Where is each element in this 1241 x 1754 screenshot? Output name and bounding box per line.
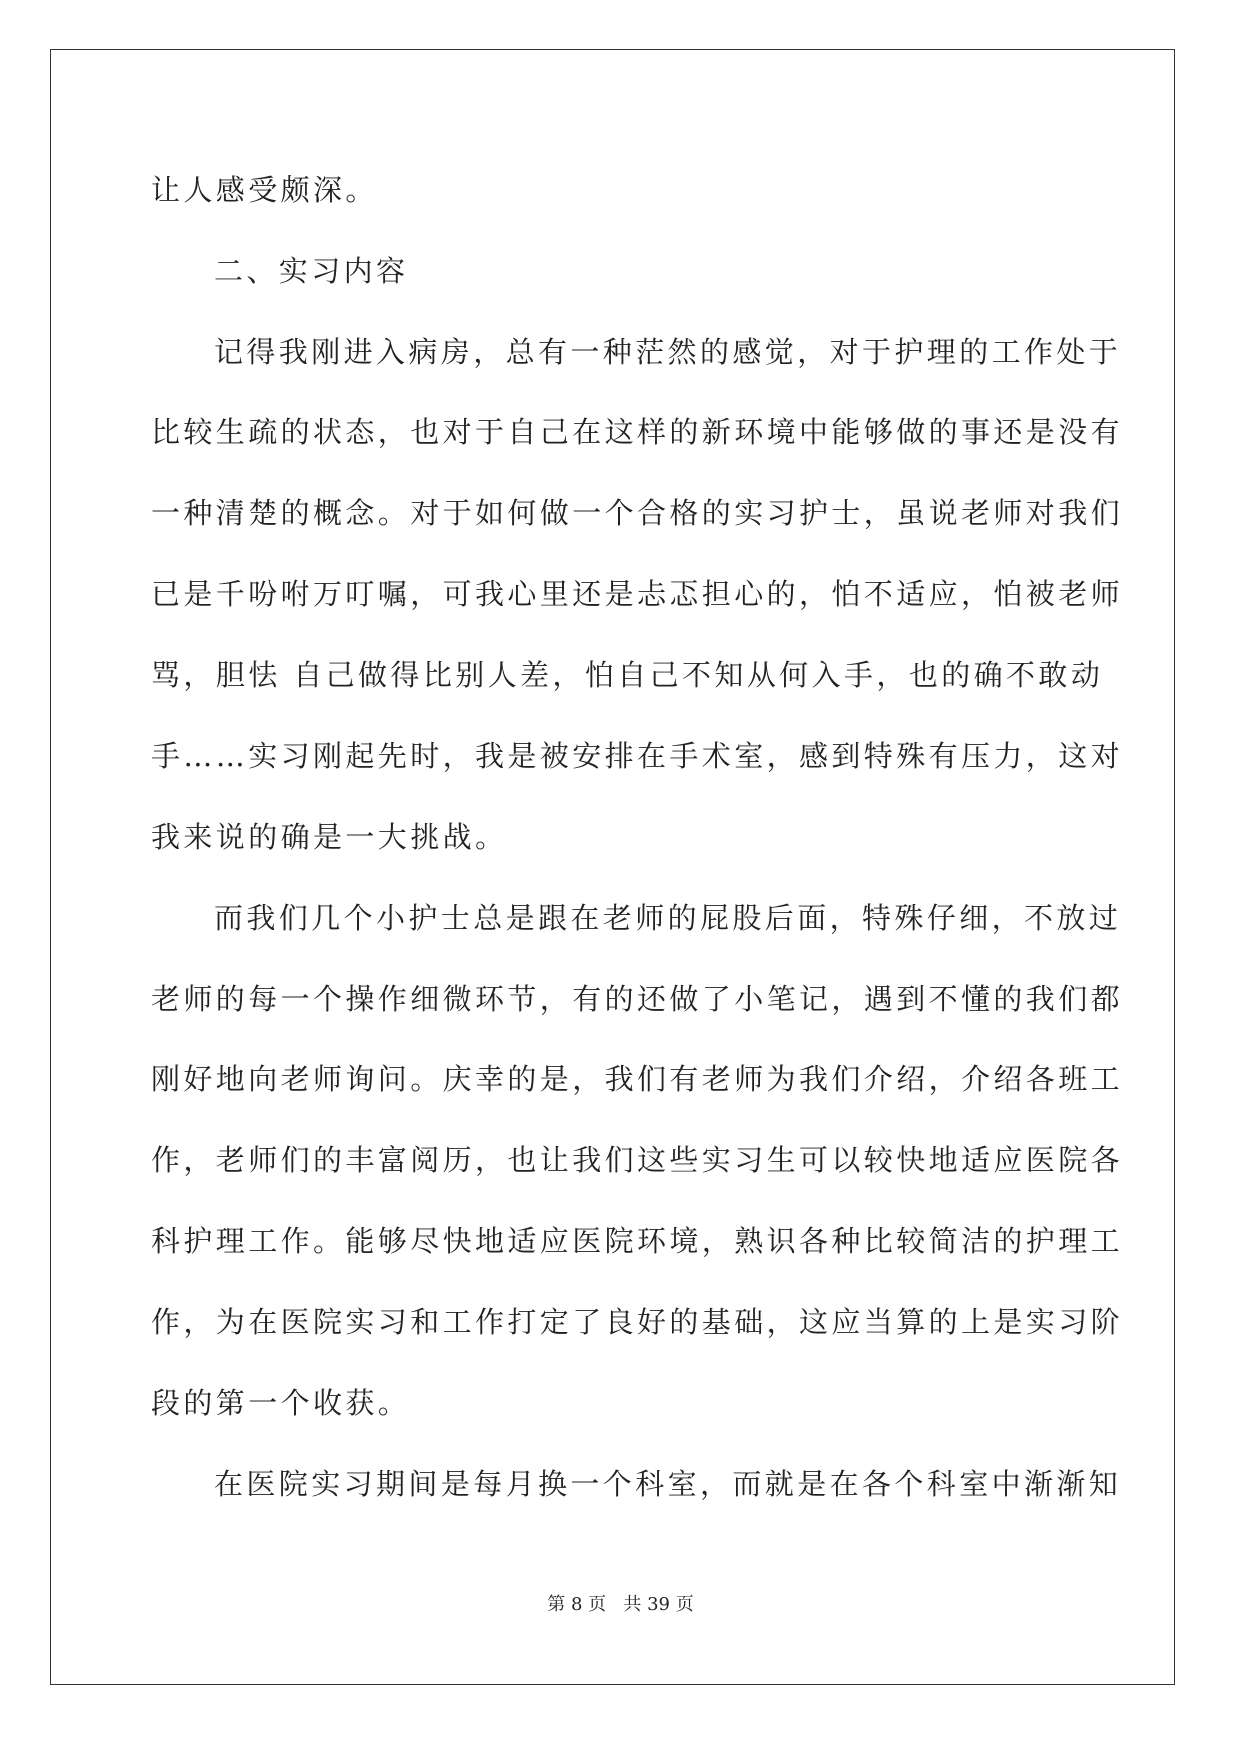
text-line: 记得我刚进入病房，总有一种茫然的感觉，对于护理的工作处于 (214, 335, 1122, 369)
section-heading: 二、实习内容 (214, 254, 409, 288)
text-line: 段的第一个收获。 (151, 1386, 411, 1420)
total-pages: 共 39 页 (623, 1594, 694, 1615)
text-line: 骂，胆怯 自己做得比别人差，怕自己不知从何入手，也的确不敢动 (151, 658, 1104, 692)
text-line: 科护理工作。能够尽快地适应医院环境，熟识各种比较简洁的护理工 (151, 1224, 1124, 1258)
text-line: 刚好地向老师询问。庆幸的是，我们有老师为我们介绍，介绍各班工 (151, 1062, 1124, 1096)
text-line: 一种清楚的概念。对于如何做一个合格的实习护士，虽说老师对我们 (151, 496, 1124, 530)
text-line: 我来说的确是一大挑战。 (151, 820, 508, 854)
text-line: 已是千吩咐万叮嘱，可我心里还是忐忑担心的，怕不适应，怕被老师 (151, 577, 1124, 611)
text-line: 让人感受颇深。 (151, 173, 378, 207)
text-line: 作，老师们的丰富阅历，也让我们这些实习生可以较快地适应医院各 (151, 1143, 1124, 1177)
text-line: 比较生疏的状态，也对于自己在这样的新环境中能够做的事还是没有 (151, 415, 1124, 449)
page-number: 第 8 页 (547, 1594, 607, 1615)
page-footer (0, 1593, 1241, 1617)
text-line: 而我们几个小护士总是跟在老师的屁股后面，特殊仔细，不放过 (214, 901, 1122, 935)
text-line: 老师的每一个操作细微环节，有的还做了小笔记，遇到不懂的我们都 (151, 982, 1124, 1016)
text-line: 手……实习刚起先时，我是被安排在手术室，感到特殊有压力，这对 (151, 739, 1124, 773)
page-border (50, 49, 1175, 1685)
text-line: 在医院实习期间是每月换一个科室，而就是在各个科室中渐渐知 (214, 1467, 1122, 1501)
text-line: 作，为在医院实习和工作打定了良好的基础，这应当算的上是实习阶 (151, 1305, 1124, 1339)
